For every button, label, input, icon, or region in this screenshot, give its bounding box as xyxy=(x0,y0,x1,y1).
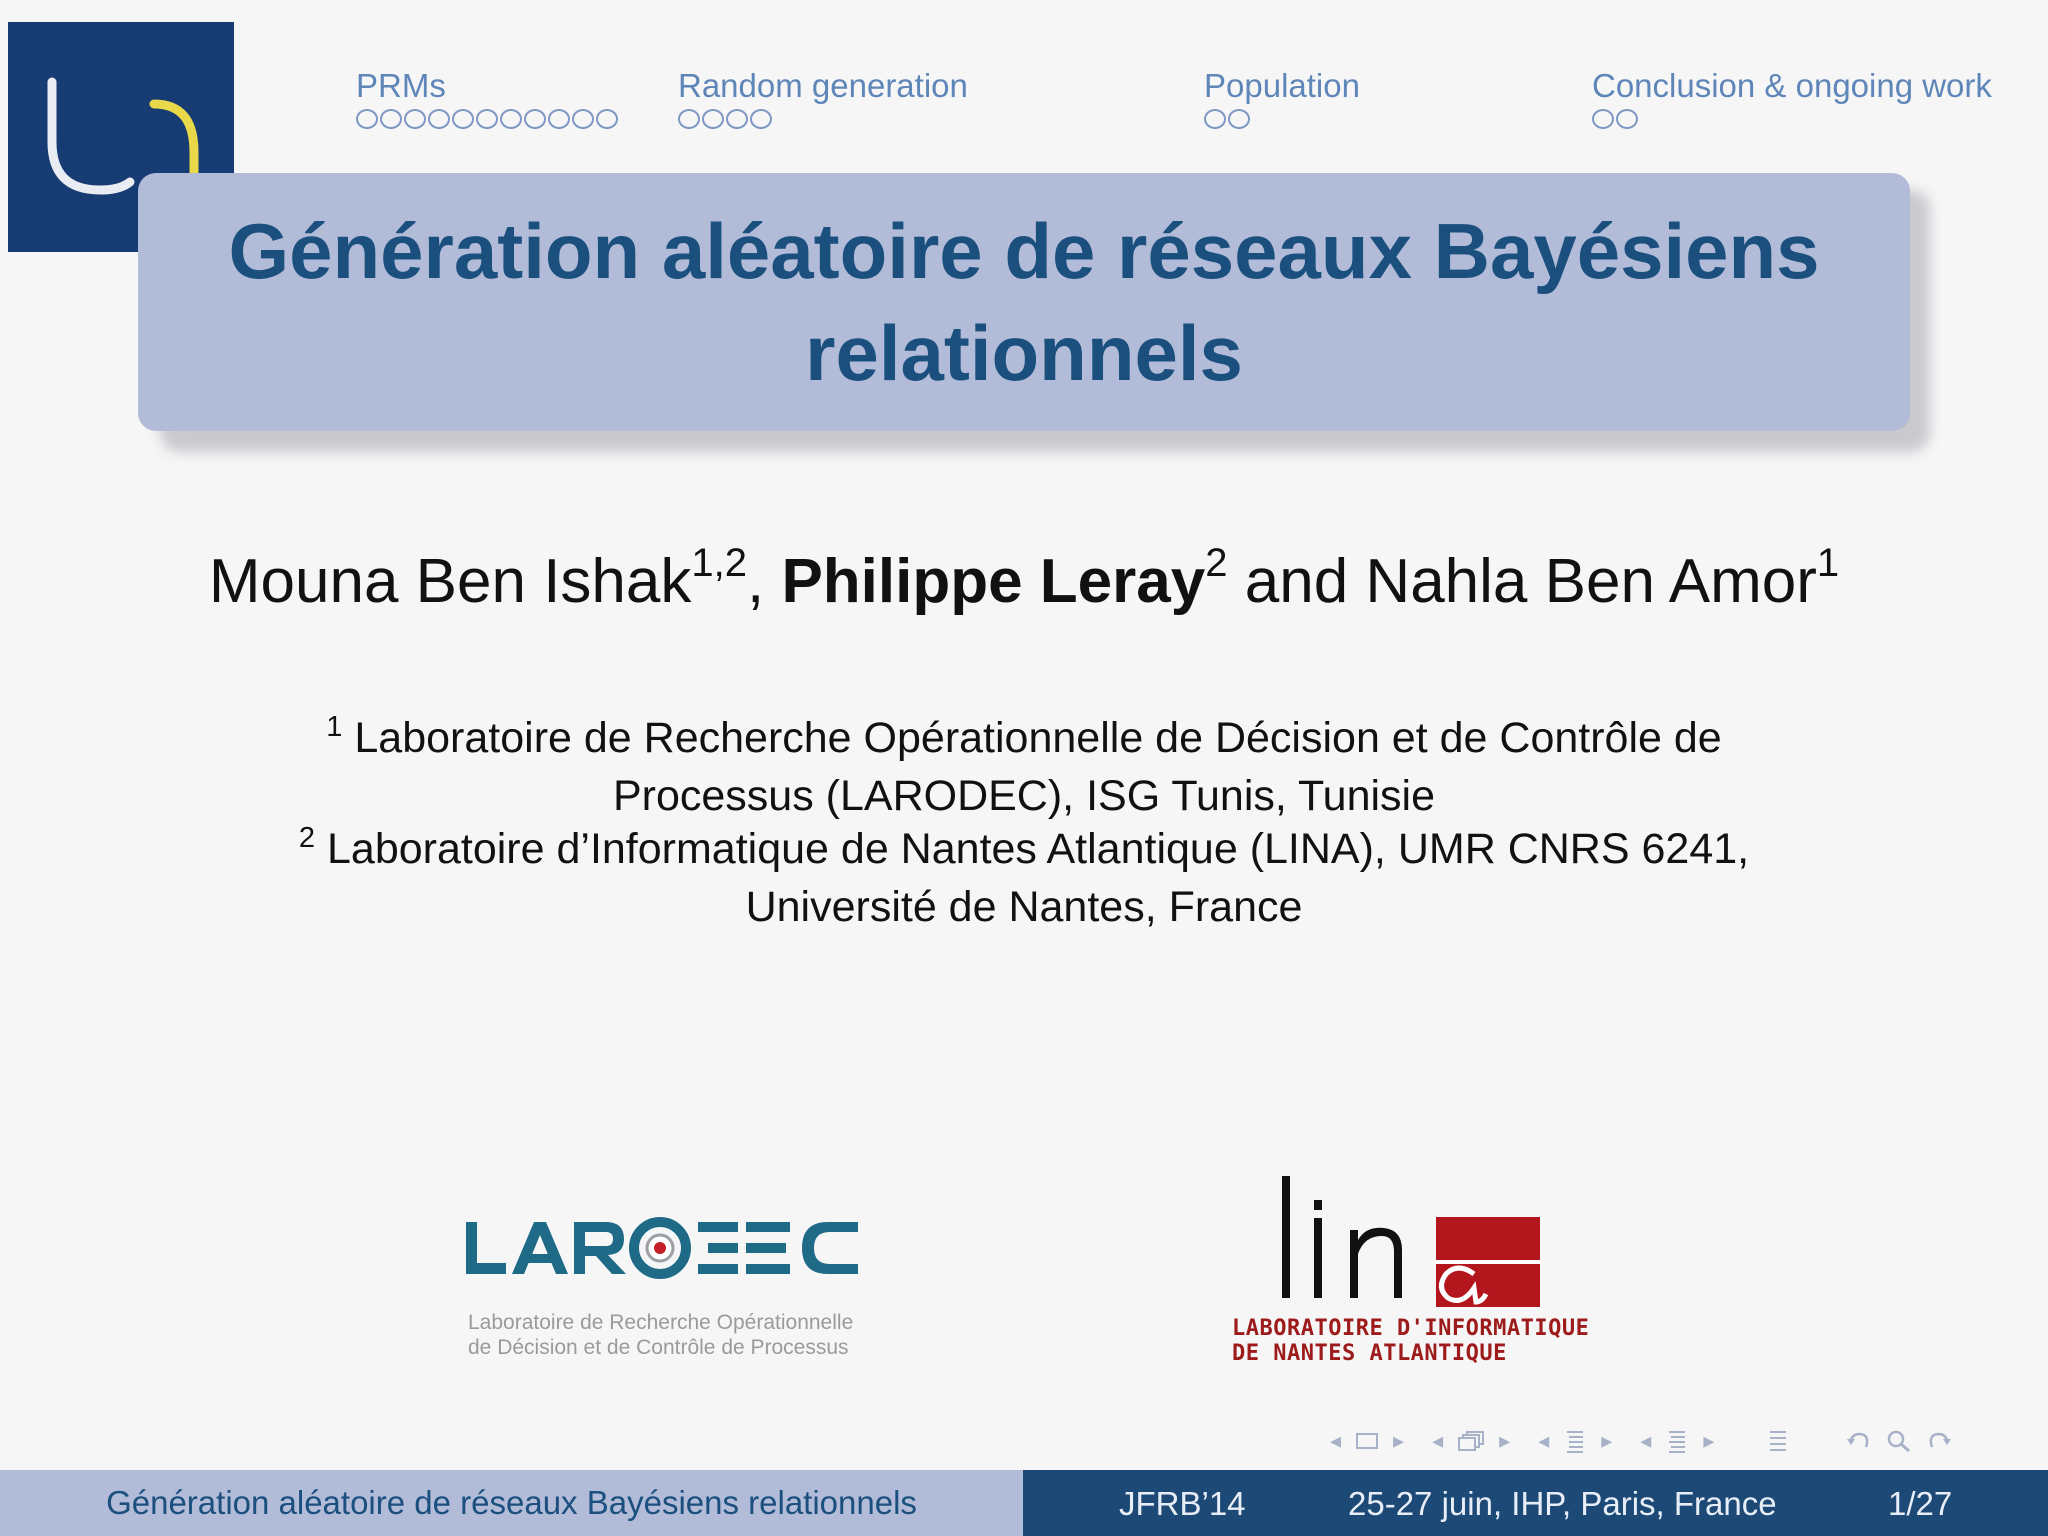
affiliation-1-number: 1 xyxy=(326,711,343,743)
nav-label-population[interactable]: Population xyxy=(1204,67,1360,104)
footer-date-place: 25-27 juin, IHP, Paris, France xyxy=(1348,1485,1777,1522)
author-3: Nahla Ben Amor xyxy=(1365,547,1817,616)
frame-dot[interactable] xyxy=(428,109,450,129)
author-line xyxy=(0,540,2048,631)
subsection-icon[interactable] xyxy=(1563,1429,1587,1453)
next-section-icon[interactable]: ▸ xyxy=(1703,1428,1715,1453)
frame-dot[interactable] xyxy=(702,109,724,129)
next-slide-icon[interactable]: ▸ xyxy=(1393,1428,1405,1453)
author-1: Mouna Ben Ishak xyxy=(208,547,692,616)
document-icon[interactable] xyxy=(1766,1429,1790,1453)
next-frame-icon[interactable]: ▸ xyxy=(1499,1428,1511,1453)
frame-dot[interactable] xyxy=(1204,109,1226,129)
author-separator-1: , xyxy=(747,547,782,616)
footer-page-number: 1/27 xyxy=(1888,1485,1953,1522)
prev-slide-icon[interactable]: ◂ xyxy=(1330,1428,1342,1453)
redo-icon[interactable] xyxy=(1926,1429,1952,1453)
nav-section-population[interactable] xyxy=(1204,66,1360,130)
frame-dot[interactable] xyxy=(524,109,546,129)
larodec-subtitle-line-2: de Décision et de Contrôle de Processus xyxy=(468,1336,849,1359)
beamer-navigation-symbols xyxy=(1330,1426,1966,1456)
slide-icon[interactable] xyxy=(1355,1432,1379,1450)
frame-dot[interactable] xyxy=(500,109,522,129)
frame-dot[interactable] xyxy=(380,109,402,129)
prev-frame-icon[interactable]: ◂ xyxy=(1432,1428,1444,1453)
nav-section-conclusion[interactable] xyxy=(1592,66,1992,130)
nav-dots-random-generation[interactable] xyxy=(678,108,968,130)
nav-dots-prms[interactable] xyxy=(356,108,618,130)
title-box xyxy=(138,173,1910,431)
slide-title: Génération aléatoire de réseaux Bayésiens relationnels xyxy=(228,207,1820,397)
affiliation-1-line-2: Processus (LARODEC), ISG Tunis, Tunisie xyxy=(612,772,1436,820)
author-separator-2: and xyxy=(1227,547,1366,616)
nav-label-prms[interactable]: PRMs xyxy=(356,67,446,104)
frame-dot[interactable] xyxy=(452,109,474,129)
footer-title: Génération aléatoire de réseaux Bayésiens relationnels xyxy=(0,1470,1023,1536)
lina-subtitle-line-2: DE NANTES ATLANTIQUE xyxy=(1232,1341,1507,1366)
nav-label-random-generation[interactable]: Random generation xyxy=(678,67,968,104)
frame-dot[interactable] xyxy=(678,109,700,129)
prev-subsection-icon[interactable]: ◂ xyxy=(1538,1428,1550,1453)
nav-section-random-generation[interactable] xyxy=(678,66,968,130)
frame-dot[interactable] xyxy=(726,109,748,129)
frame-dot[interactable] xyxy=(548,109,570,129)
nav-label-conclusion[interactable]: Conclusion & ongoing work xyxy=(1592,67,1992,104)
undo-icon[interactable] xyxy=(1846,1429,1872,1453)
affiliation-2-number: 2 xyxy=(298,822,316,854)
footer-conference: JFRB’14 xyxy=(1119,1485,1246,1522)
nav-dots-population[interactable] xyxy=(1204,108,1360,130)
lina-subtitle-line-1: LABORATOIRE D'INFORMATIQUE xyxy=(1232,1316,1590,1341)
frame-dot[interactable] xyxy=(1228,109,1250,129)
prev-section-icon[interactable]: ◂ xyxy=(1640,1428,1652,1453)
frame-dot[interactable] xyxy=(356,109,378,129)
frame-dot[interactable] xyxy=(404,109,426,129)
affiliation-2-line-2: Université de Nantes, France xyxy=(745,883,1303,931)
affiliations xyxy=(0,712,2048,934)
lina-logo xyxy=(1270,1170,1610,1320)
frame-dot[interactable] xyxy=(476,109,498,129)
affiliation-2-line-1 xyxy=(0,823,2048,881)
affiliation-1-line-1 xyxy=(0,712,2048,770)
author-1-affil: 1,2 xyxy=(691,541,747,585)
nav-section-prms[interactable] xyxy=(356,66,618,130)
footer-info xyxy=(1023,1470,2048,1536)
frame-icon[interactable] xyxy=(1457,1430,1485,1452)
author-2-affil: 2 xyxy=(1205,541,1228,585)
frame-dot[interactable] xyxy=(750,109,772,129)
lina-subtitle xyxy=(1232,1316,1589,1366)
nav-dots-conclusion[interactable] xyxy=(1592,108,1992,130)
larodec-subtitle-line-1: Laboratoire de Recherche Opérationnelle xyxy=(468,1311,854,1334)
next-subsection-icon[interactable]: ▸ xyxy=(1601,1428,1613,1453)
larodec-subtitle xyxy=(468,1310,853,1360)
affiliation-2-text-1: Laboratoire d’Informatique de Nantes Atlantique (LINA), UMR CNRS 6241, xyxy=(326,825,1750,873)
section-icon[interactable] xyxy=(1665,1429,1689,1453)
search-icon[interactable] xyxy=(1886,1429,1912,1453)
frame-dot[interactable] xyxy=(1592,109,1614,129)
author-2: Philippe Leray xyxy=(781,547,1206,616)
frame-dot[interactable] xyxy=(596,109,618,129)
footer xyxy=(0,1470,2048,1536)
affiliation-1-text-1: Laboratoire de Recherche Opérationnelle de Décision et de Contrôle de xyxy=(354,714,1722,762)
author-3-affil: 1 xyxy=(1816,541,1840,585)
frame-dot[interactable] xyxy=(1616,109,1638,129)
frame-dot[interactable] xyxy=(572,109,594,129)
